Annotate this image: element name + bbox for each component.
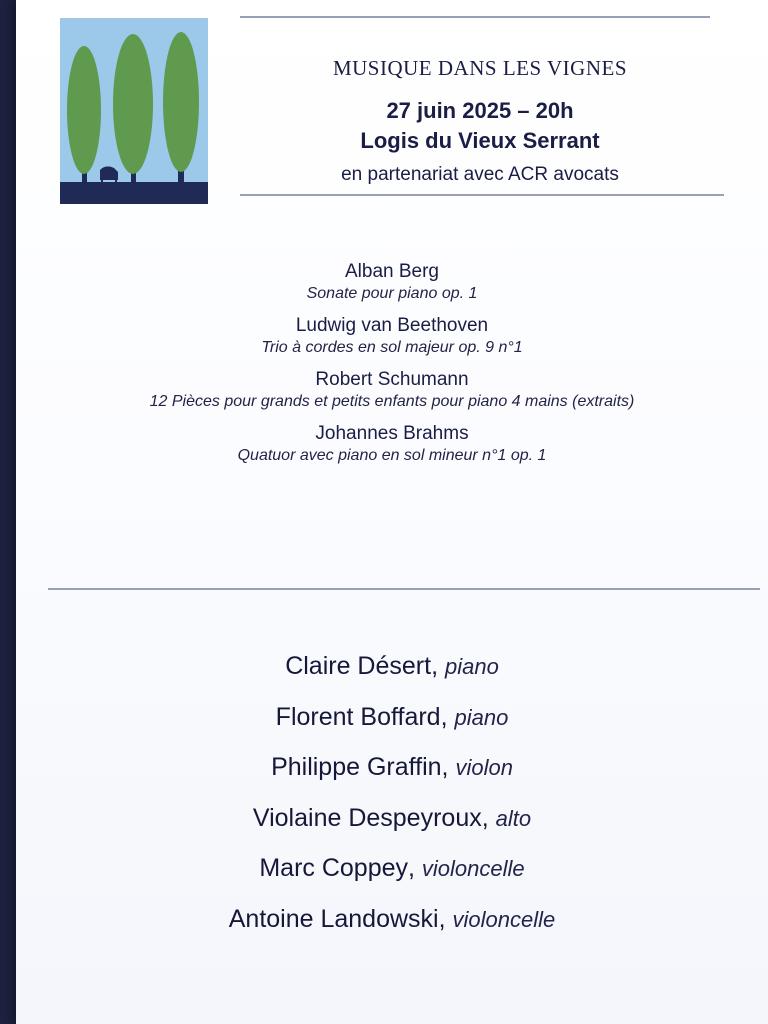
program-item bbox=[32, 314, 752, 358]
performer-list bbox=[32, 646, 752, 949]
composer-name: Johannes Brahms bbox=[315, 423, 469, 444]
section-divider bbox=[48, 588, 760, 590]
performer-name: Claire Désert bbox=[285, 652, 432, 680]
performer-name: Florent Boffard bbox=[275, 702, 441, 731]
separator: , bbox=[431, 652, 445, 680]
performer-name: Antoine Landowski bbox=[228, 904, 439, 933]
performer-item bbox=[32, 798, 752, 849]
program-item bbox=[32, 368, 752, 412]
performer-instrument: violon bbox=[455, 755, 513, 780]
separator: , bbox=[408, 854, 422, 882]
event-venue: Logis du Vieux Serrant bbox=[360, 128, 600, 153]
performer-instrument: piano bbox=[444, 654, 499, 679]
performer-item bbox=[32, 848, 752, 899]
performer-item bbox=[32, 899, 752, 950]
program-item bbox=[32, 422, 752, 466]
performer-instrument: violoncelle bbox=[452, 906, 556, 932]
performer-item bbox=[32, 747, 752, 798]
program-list bbox=[32, 260, 752, 476]
separator: , bbox=[438, 904, 453, 933]
event-title: MUSIQUE DANS LES VIGNES bbox=[332, 56, 628, 80]
work-title: Trio à cordes en sol majeur op. 9 n°1 bbox=[261, 339, 523, 356]
separator: , bbox=[441, 753, 456, 781]
composer-name: Robert Schumann bbox=[315, 369, 469, 390]
work-title: 12 Pièces pour grands et petits enfants pour piano 4 mains (extraits) bbox=[149, 393, 635, 410]
performer-instrument: violoncelle bbox=[421, 856, 525, 881]
separator: , bbox=[481, 803, 496, 832]
performer-name: Philippe Graffin bbox=[271, 753, 442, 781]
work-title: Sonate pour piano op. 1 bbox=[306, 285, 478, 302]
header-rule-bottom bbox=[240, 194, 724, 196]
work-title: Quatuor avec piano en sol mineur n°1 op. 1 bbox=[237, 447, 547, 464]
event-date: 27 juin 2025 – 20h bbox=[386, 98, 574, 123]
performer-name: Violaine Despeyroux bbox=[252, 803, 482, 832]
program-sheet bbox=[16, 0, 768, 1024]
event-partner: en partenariat avec ACR avocats bbox=[341, 164, 619, 185]
header-rule-top bbox=[240, 16, 710, 18]
program-item bbox=[32, 260, 752, 304]
performer-item bbox=[32, 646, 752, 697]
separator: , bbox=[440, 702, 455, 731]
composer-name: Ludwig van Beethoven bbox=[295, 315, 489, 336]
cypress-trees-logo bbox=[60, 18, 208, 204]
composer-name: Alban Berg bbox=[344, 261, 439, 282]
performer-name: Marc Coppey bbox=[259, 854, 409, 882]
performer-instrument: alto bbox=[495, 805, 532, 831]
performer-instrument: piano bbox=[454, 704, 509, 730]
performer-item bbox=[32, 697, 752, 748]
